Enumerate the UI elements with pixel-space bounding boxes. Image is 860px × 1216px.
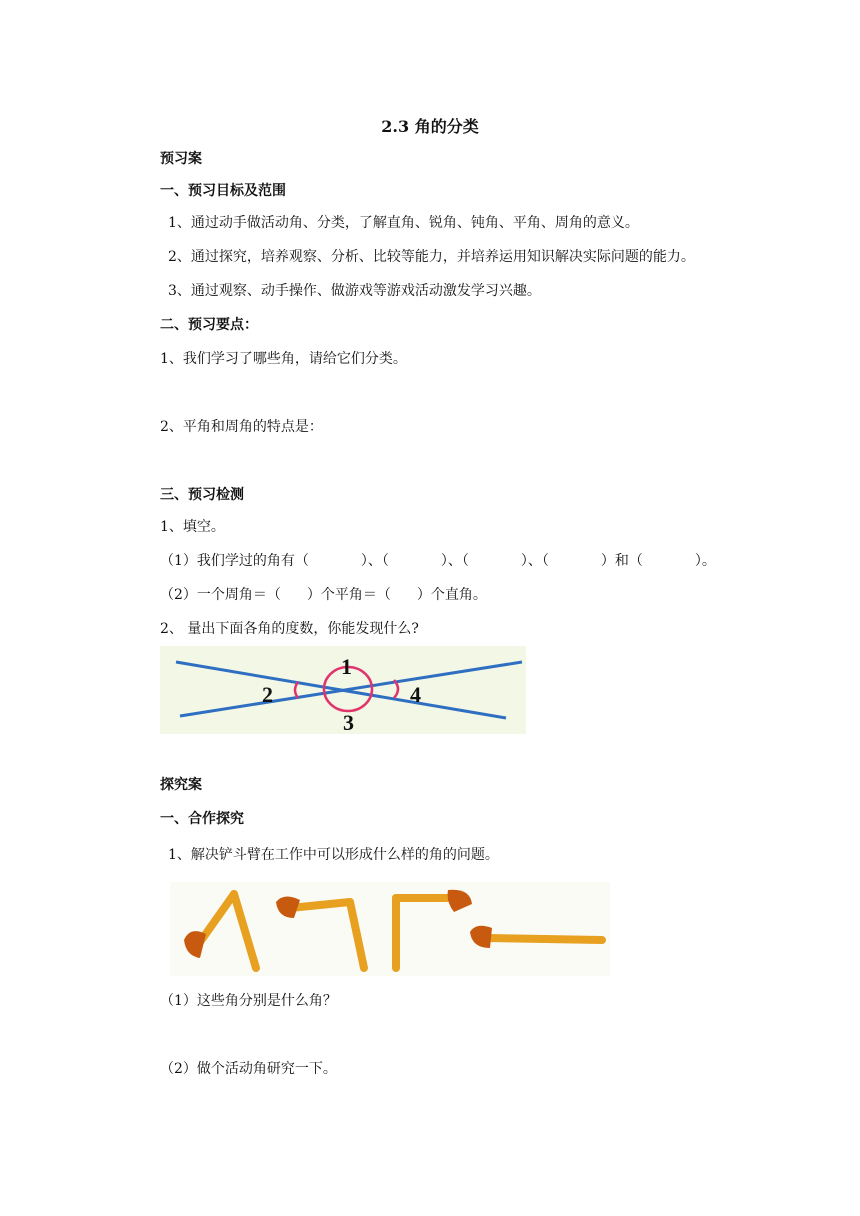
- points-question-1: 1、我们学习了哪些角，请给它们分类。: [160, 351, 407, 367]
- angle-label-1: 1: [341, 654, 352, 679]
- points-question-2: 2、平角和周角的特点是：: [160, 419, 323, 435]
- fill-c: ）个直角。: [416, 587, 487, 603]
- fill-prefix: （1）我们学过的角有（: [160, 553, 309, 569]
- fill-blank-relations: [160, 586, 487, 604]
- fill-sep: ）、（: [440, 553, 469, 569]
- explore-sub-question-2: （2）做个活动角研究一下。: [160, 1061, 337, 1077]
- explore-sub-question-1: （1）这些角分别是什么角？: [160, 993, 337, 1009]
- fill-and: ）和（: [600, 553, 643, 569]
- section-check-heading: 三、预习检测: [160, 487, 244, 503]
- page-title: 2.3 角的分类: [381, 117, 479, 136]
- goal-item: 3、通过观察、动手操作、做游戏等游戏活动激发学习兴趣。: [168, 283, 541, 299]
- check-question-2: 2、 量出下面各角的度数，你能发现什么?: [160, 621, 419, 637]
- section-points-heading: 二、预习要点：: [160, 317, 258, 333]
- fill-a: （2）一个周角＝（: [160, 587, 281, 603]
- preview-heading: 预习案: [160, 151, 202, 167]
- fill-sep: ）、（: [360, 553, 389, 569]
- fill-sep: ）、（: [520, 553, 549, 569]
- angle-label-3: 3: [343, 710, 354, 734]
- section-cooperate-heading: 一、合作探究: [160, 811, 244, 827]
- angle-label-4: 4: [410, 682, 421, 707]
- check-question-1: 1、填空。: [160, 519, 225, 535]
- angle-label-2: 2: [262, 682, 273, 707]
- goal-item: 2、通过探究，培养观察、分析、比较等能力，并培养运用知识解决实际问题的能力。: [168, 249, 695, 265]
- explore-heading: 探究案: [160, 777, 202, 793]
- fill-end: ）。: [694, 553, 716, 569]
- fill-b: ）个平角＝（: [306, 587, 391, 603]
- goal-item: 1、通过动手做活动角、分类，了解直角、锐角、钝角、平角、周角的意义。: [168, 215, 639, 231]
- section-goals-heading: 一、预习目标及范围: [160, 183, 286, 199]
- fill-blank-angles: [160, 552, 716, 570]
- intersecting-lines-figure: [160, 646, 526, 734]
- explore-question-1: 1、解决铲斗臂在工作中可以形成什么样的角的问题。: [168, 847, 499, 863]
- excavator-arms-figure: [170, 882, 610, 976]
